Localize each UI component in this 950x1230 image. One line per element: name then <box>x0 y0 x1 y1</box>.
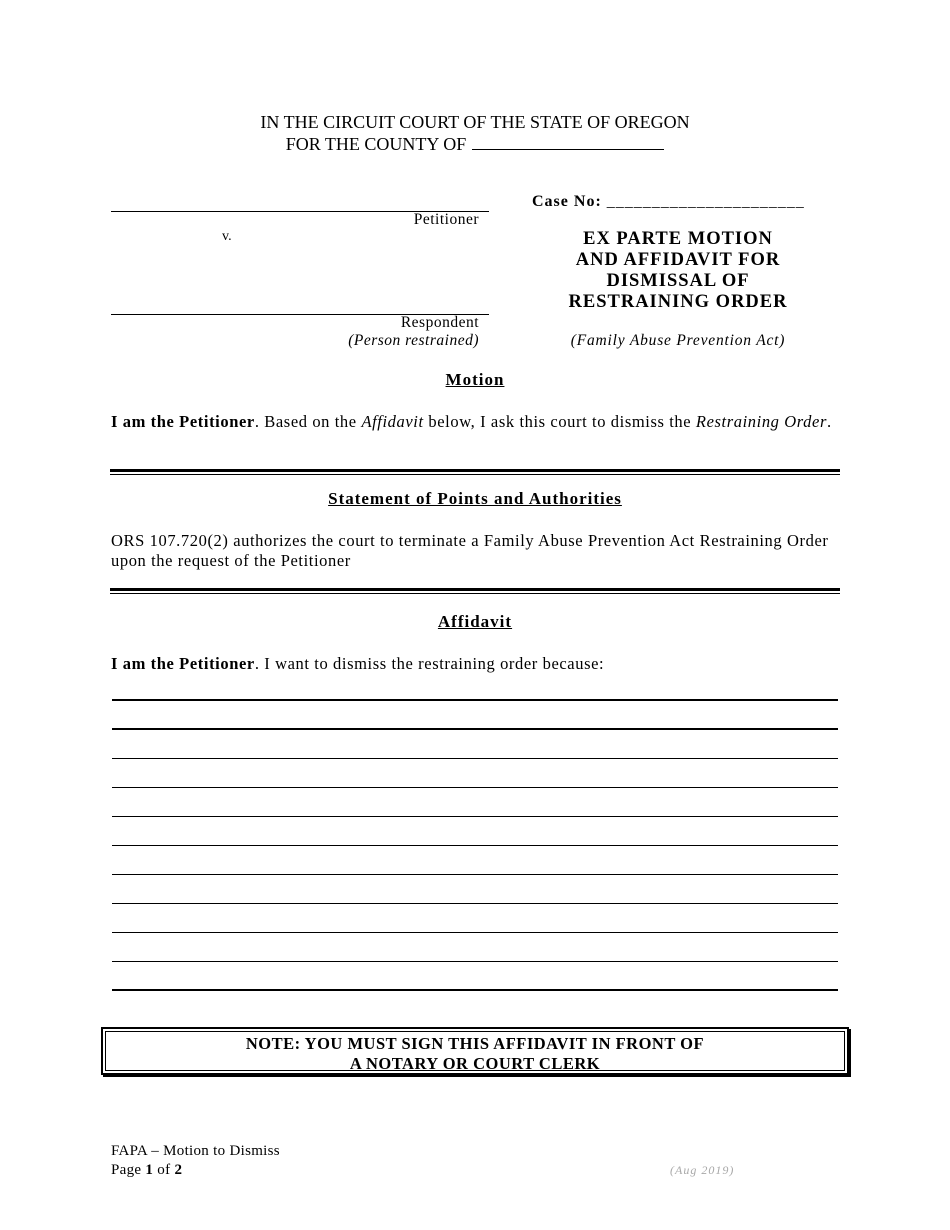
respondent-note: (Person restrained) <box>348 332 479 349</box>
form-title-line: DISMISSAL OF <box>606 271 750 291</box>
writing-line[interactable] <box>112 932 838 933</box>
case-number-field[interactable] <box>532 193 805 211</box>
revision-date: (Aug 2019) <box>670 1163 735 1177</box>
form-title-line: AND AFFIDAVIT FOR <box>575 250 781 270</box>
section-divider <box>110 469 840 475</box>
writing-line[interactable] <box>112 961 838 962</box>
motion-text: . <box>826 412 832 431</box>
case-number-blank[interactable]: ______________________ <box>606 193 805 210</box>
writing-line[interactable] <box>112 989 838 991</box>
writing-line[interactable] <box>112 758 838 759</box>
of-word: of <box>157 1162 171 1178</box>
county-label: FOR THE COUNTY OF <box>285 134 467 154</box>
respondent-label: Respondent <box>400 314 479 331</box>
motion-heading: Motion <box>445 370 505 389</box>
writing-line[interactable] <box>112 845 838 846</box>
form-title-line: RESTRAINING ORDER <box>568 292 788 312</box>
notary-note-line: A NOTARY OR COURT CLERK <box>349 1054 601 1073</box>
writing-line[interactable] <box>112 903 838 904</box>
county-line <box>0 133 950 155</box>
motion-text: . Based on the <box>254 412 362 431</box>
footer-form-name: FAPA – Motion to Dismiss <box>111 1143 280 1159</box>
writing-line[interactable] <box>112 787 838 788</box>
affidavit-lead: I am the Petitioner <box>111 654 255 673</box>
notary-note-box <box>101 1027 849 1075</box>
motion-order-words: Restraining Order <box>695 412 827 431</box>
motion-lead: I am the Petitioner <box>111 412 255 431</box>
statement-heading: Statement of Points and Authorities <box>328 489 622 508</box>
motion-text: below, I ask this court to dismiss the <box>423 412 696 431</box>
writing-line[interactable] <box>112 874 838 875</box>
notary-note-line: NOTE: YOU MUST SIGN THIS AFFIDAVIT IN FRONT OF <box>245 1034 705 1053</box>
motion-affidavit-word: Affidavit <box>361 412 424 431</box>
statement-paragraph: ORS 107.720(2) authorizes the court to terminate a Family Abuse Prevention Act Restraining Order upon the request of the Petitioner <box>111 531 829 570</box>
versus-label: v. <box>222 229 232 244</box>
affidavit-text: . I want to dismiss the restraining order because: <box>254 654 605 673</box>
form-title <box>530 229 826 313</box>
footer-page-number <box>111 1161 182 1180</box>
writing-line[interactable] <box>112 816 838 817</box>
county-blank[interactable] <box>472 133 664 150</box>
form-title-line: EX PARTE MOTION <box>583 229 773 249</box>
act-name: (Family Abuse Prevention Act) <box>570 332 786 349</box>
affidavit-paragraph <box>111 654 841 674</box>
page-current: 1 <box>145 1162 154 1178</box>
writing-line[interactable] <box>112 699 838 701</box>
section-divider <box>110 588 840 594</box>
case-number-label: Case No: <box>532 193 602 210</box>
petitioner-label: Petitioner <box>413 211 479 228</box>
notary-note <box>105 1031 845 1071</box>
page-word: Page <box>111 1162 142 1178</box>
motion-paragraph <box>111 412 841 432</box>
court-name: IN THE CIRCUIT COURT OF THE STATE OF OREGON <box>260 112 690 132</box>
page-total: 2 <box>174 1162 183 1178</box>
writing-line[interactable] <box>112 728 838 730</box>
affidavit-heading: Affidavit <box>437 612 513 631</box>
